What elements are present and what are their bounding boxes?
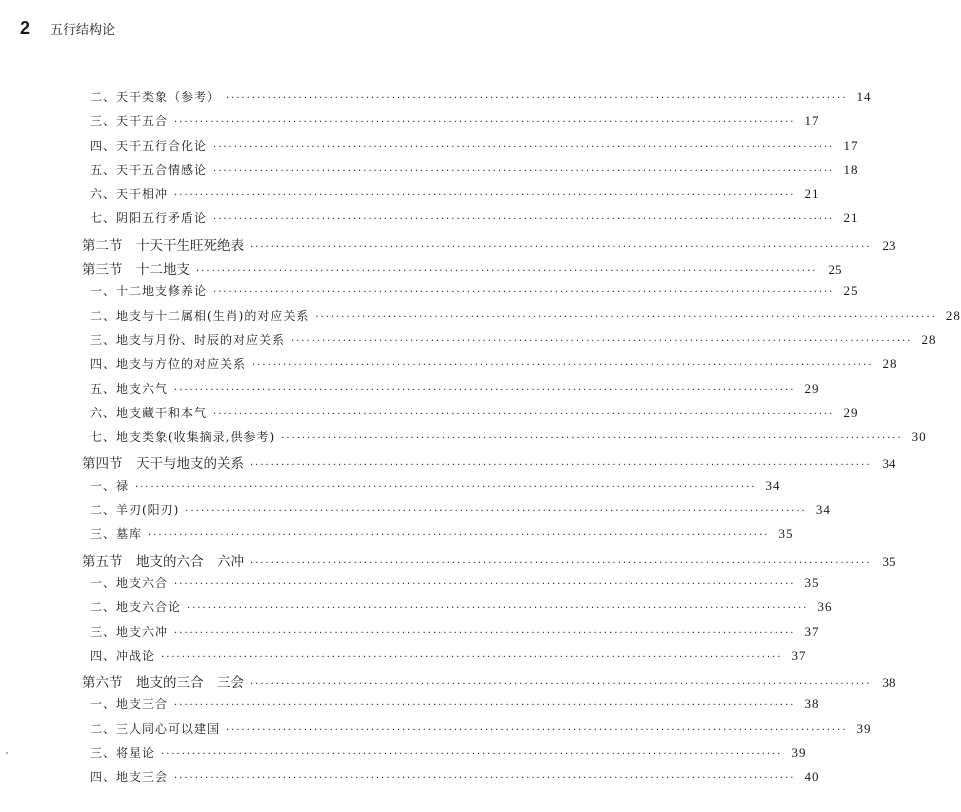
toc-subsection-entry[interactable] — [82, 404, 859, 428]
toc-entry-title: 三、天干五合 — [90, 114, 169, 129]
toc-subsection-entry[interactable] — [82, 501, 831, 525]
toc-entry-title: 一、禄 — [90, 478, 130, 493]
toc-entry-page-number: 14 — [856, 89, 872, 104]
toc-subsection-entry[interactable] — [82, 307, 961, 331]
toc-entry-title: 第五节 地支的六合 六冲 — [82, 553, 244, 570]
toc-entry-page-number: 28 — [921, 331, 937, 347]
toc-subsection-entry[interactable] — [82, 282, 859, 306]
toc-subsection-entry[interactable] — [82, 185, 820, 209]
toc-entry-page-number: 34 — [815, 502, 831, 518]
dot-leader: ························································································································ — [213, 214, 835, 226]
toc-entry-page-number: 28 — [945, 307, 961, 323]
toc-entry-title: 二、天干类象（参考） — [90, 90, 221, 104]
toc-subsection-entry[interactable] — [82, 695, 820, 719]
toc-entry-page-number: 17 — [843, 137, 859, 153]
toc-entry-title: 二、地支与十二属相(生肖)的对应关系 — [90, 308, 310, 323]
toc-subsection-entry[interactable] — [82, 209, 859, 233]
toc-entry-title: 七、阴阳五行矛盾论 — [90, 211, 208, 226]
toc-entry-page-number: 29 — [804, 380, 820, 396]
toc-entry-page-number: 35 — [778, 526, 794, 542]
toc-entry-page-number: 39 — [856, 720, 872, 736]
toc-subsection-entry[interactable] — [82, 428, 927, 452]
toc-entry-title: 四、地支三会 — [90, 770, 169, 785]
page-header — [20, 18, 115, 39]
toc-subsection-entry[interactable] — [82, 112, 820, 136]
toc-entry-page-number: 34 — [765, 477, 781, 493]
toc-entry-page-number: 30 — [911, 429, 927, 445]
toc-subsection-entry[interactable] — [82, 744, 807, 768]
toc-subsection-entry[interactable] — [82, 137, 859, 161]
toc-entry-title: 三、墓库 — [90, 527, 143, 542]
dot-leader: ························································································································ — [196, 266, 818, 278]
toc-entry-title: 六、天干相冲 — [90, 187, 169, 202]
toc-entry-page-number: 35 — [882, 553, 896, 569]
dot-leader: ························································································································ — [161, 651, 783, 663]
toc-entry-title: 一、十二地支修养论 — [90, 284, 208, 299]
toc-entry-page-number: 37 — [804, 623, 820, 639]
toc-section-entry[interactable] — [82, 234, 896, 258]
dot-leader: ························································································································ — [250, 241, 872, 253]
dot-leader: ························································································································ — [174, 384, 796, 396]
dot-leader: ························································································································ — [187, 603, 809, 615]
toc-entry-page-number: 28 — [882, 356, 898, 372]
toc-entry-title: 第六节 地支的三合 三会 — [82, 675, 244, 692]
toc-subsection-entry[interactable] — [82, 88, 872, 112]
toc-subsection-entry[interactable] — [82, 355, 898, 379]
toc-entry-page-number: 29 — [843, 404, 859, 420]
toc-entry-title: 二、地支六合论 — [90, 600, 182, 615]
toc-entry-page-number: 34 — [882, 456, 896, 472]
toc-entry-page-number: 25 — [843, 283, 859, 299]
toc-entry-page-number: 17 — [804, 113, 820, 129]
toc-entry-title: 第四节 天干与地支的关系 — [82, 456, 244, 473]
toc-entry-title: 第二节 十天干生旺死绝表 — [82, 237, 244, 254]
toc-entry-page-number: 37 — [791, 647, 807, 663]
toc-subsection-entry[interactable] — [82, 331, 937, 355]
toc-entry-title: 三、地支与月份、时辰的对应关系 — [90, 332, 286, 347]
dot-leader: ························································································································ — [226, 724, 848, 736]
toc-entry-page-number: 25 — [828, 262, 842, 278]
toc-entry-title: 七、地支类象(收集摘录,供参考) — [90, 430, 276, 445]
toc-entry-page-number: 18 — [843, 161, 859, 177]
toc-section-entry[interactable] — [82, 671, 896, 695]
toc-entry-title: 一、地支六合 — [90, 575, 169, 590]
table-of-contents — [82, 88, 961, 793]
toc-entry-page-number: 38 — [804, 696, 820, 712]
toc-subsection-entry[interactable] — [82, 623, 820, 647]
toc-entry-title: 六、地支藏干和本气 — [90, 405, 208, 420]
toc-entry-title: 一、地支三合 — [90, 697, 169, 712]
toc-entry-page-number: 39 — [791, 745, 807, 761]
toc-entry-title: 五、地支六气 — [90, 381, 169, 396]
toc-entry-title: 四、天干五行合化论 — [90, 138, 208, 153]
dot-leader: ························································································································ — [174, 578, 796, 590]
toc-subsection-entry[interactable] — [82, 574, 820, 598]
toc-entry-page-number: 36 — [817, 599, 833, 615]
toc-section-entry[interactable] — [82, 452, 896, 476]
dot-leader: ························································································································ — [213, 165, 835, 177]
toc-entry-title: 第三节 十二地支 — [82, 262, 190, 279]
toc-entry-page-number: 21 — [843, 210, 859, 226]
toc-subsection-entry[interactable] — [82, 380, 820, 404]
dot-leader: ························································································································ — [226, 93, 848, 104]
book-title: 五行结构论 — [50, 23, 116, 38]
toc-subsection-entry[interactable] — [82, 647, 807, 671]
toc-subsection-entry[interactable] — [82, 720, 872, 744]
toc-entry-page-number: 23 — [882, 237, 896, 253]
toc-entry-title: 二、羊刃(阳刃) — [90, 503, 180, 518]
dot-leader: ························································································································ — [174, 627, 796, 639]
toc-entry-page-number: 21 — [804, 186, 820, 202]
dot-leader: ························································································································ — [291, 335, 913, 347]
toc-subsection-entry[interactable] — [82, 161, 859, 185]
toc-entry-title: 二、三人同心可以建国 — [90, 721, 221, 736]
dot-leader: ························································································································ — [174, 117, 796, 129]
toc-entry-title: 五、天干五合情感论 — [90, 162, 208, 177]
dot-leader: ························································································································ — [213, 287, 835, 299]
dot-leader: ························································································································ — [174, 773, 796, 785]
dot-leader: ························································································································ — [315, 311, 937, 323]
toc-subsection-entry[interactable] — [82, 525, 794, 549]
scan-speck — [6, 752, 8, 754]
toc-subsection-entry[interactable] — [82, 598, 833, 622]
dot-leader: ························································································································ — [213, 408, 835, 420]
toc-entry-page-number: 38 — [882, 675, 896, 691]
dot-leader: ························································································································ — [135, 481, 757, 493]
toc-subsection-entry[interactable] — [82, 768, 820, 792]
dot-leader: ························································································································ — [161, 749, 783, 761]
toc-entry-page-number: 35 — [804, 574, 820, 590]
dot-leader: ························································································································ — [174, 700, 796, 712]
dot-leader: ························································································································ — [252, 360, 874, 372]
dot-leader: ························································································································ — [250, 679, 872, 691]
dot-leader: ························································································································ — [185, 506, 807, 518]
toc-entry-title: 三、将星论 — [90, 746, 156, 761]
toc-section-entry[interactable] — [82, 258, 842, 282]
page-number: 2 — [20, 18, 31, 38]
dot-leader: ························································································································ — [250, 460, 872, 472]
toc-section-entry[interactable] — [82, 550, 896, 574]
toc-entry-title: 四、地支与方位的对应关系 — [90, 357, 247, 372]
toc-entry-page-number: 40 — [804, 769, 820, 785]
toc-entry-title: 四、冲战论 — [90, 648, 156, 663]
dot-leader: ························································································································ — [250, 557, 872, 569]
toc-entry-title: 三、地支六冲 — [90, 624, 169, 639]
dot-leader: ························································································································ — [174, 190, 796, 202]
toc-subsection-entry[interactable] — [82, 477, 781, 501]
dot-leader: ························································································································ — [213, 141, 835, 153]
dot-leader: ························································································································ — [148, 530, 770, 542]
dot-leader: ························································································································ — [281, 433, 903, 445]
